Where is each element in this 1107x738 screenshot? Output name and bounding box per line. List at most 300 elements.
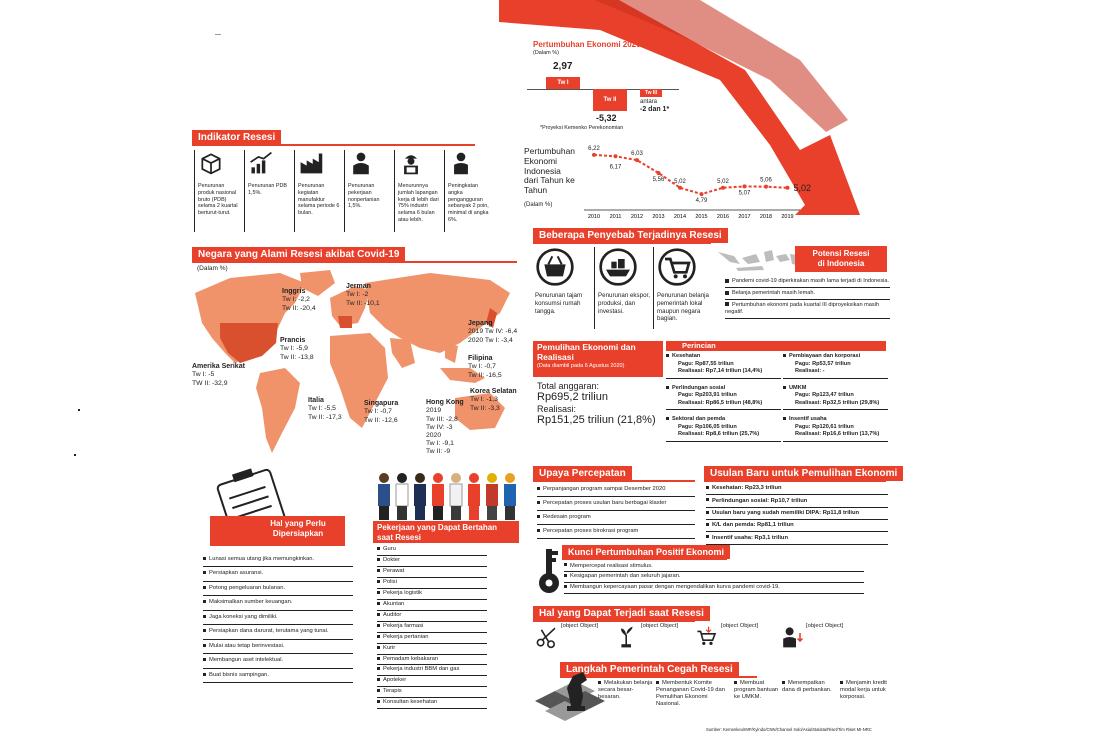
bullet [537, 515, 540, 518]
upaya-text: Redesain program [543, 513, 591, 520]
bullet [377, 635, 380, 638]
bullet [203, 644, 206, 647]
bullet [666, 386, 669, 389]
penyebab-item [653, 247, 709, 329]
bullet [203, 629, 206, 632]
perincian-real: Realisasi: Rp8,6 triliun (25,7%) [678, 431, 760, 438]
indikator-item [194, 150, 240, 232]
perincian-title-row [783, 353, 888, 361]
potensi-text: Belanja pemerintah masih lemah. [732, 289, 816, 296]
pekerjaan-text: Terapis [383, 688, 402, 695]
pekerjaan-text: Auditor [383, 611, 402, 618]
separator [666, 378, 781, 379]
header-underline [192, 144, 475, 146]
tw1-bar: Tw I [546, 77, 580, 89]
bullet [666, 354, 669, 357]
pekerjaan-item [377, 698, 487, 709]
penyebab-text: Penurunan tajam konsumsi rumah tangga. [535, 292, 583, 315]
langkah-text: Membuat program bantuan ke UMKM. [734, 680, 779, 700]
langkah-text: Melakukan belanja secara besar-besaran. [598, 680, 653, 700]
bullet [537, 487, 540, 490]
usulan-item [706, 483, 888, 495]
langkah-list [598, 680, 888, 725]
country-value: Tw III: -2,8 [426, 415, 458, 423]
perincian-title-row [666, 353, 781, 361]
header-underline [192, 261, 517, 263]
pekerjaan-text: Akuntan [383, 600, 405, 607]
country-label [470, 388, 517, 413]
g2020-note: *Proyeksi Kemenko Perekonomian [540, 125, 624, 131]
perincian-item [783, 385, 888, 411]
indonesia-map-icon [716, 244, 806, 274]
country-value: TW II: -32,9 [192, 379, 228, 387]
bullet [203, 586, 206, 589]
langkah-text: Menjamin kredit modal kerja untuk korporasi. [840, 680, 887, 700]
growth-point [743, 184, 747, 188]
pekerjaan-text: Kurir [383, 644, 396, 651]
usulan-text: Perlindungan sosial: Rp10,7 triliun [712, 497, 808, 504]
usulan-text: Insentif usaha: Rp3,1 triliun [712, 534, 789, 541]
langkah-item [782, 680, 838, 694]
indikator-item [244, 150, 290, 232]
tw3-value: antara -2 dan 1* [640, 99, 670, 114]
pekerjaan-text: Dokter [383, 556, 401, 563]
perincian-item [666, 385, 781, 411]
country-value: Tw II: -16,5 [468, 371, 502, 379]
perincian-pagu: Pagu: Rp120,61 triliun [795, 423, 854, 430]
usulan-item [706, 495, 888, 507]
perincian-title: Insentif usaha [789, 416, 827, 423]
bullet [377, 591, 380, 594]
langkah-text: Menempatkan dana di perbankan. [782, 680, 832, 693]
perincian-item [666, 353, 781, 379]
usulan-header: Usulan Baru untuk Pemulihan Ekonomi [704, 466, 903, 481]
pekerjaan-text: Pekerja pertanian [383, 633, 429, 640]
pekerjaan-item [377, 633, 487, 644]
pekerjaan-text: Pekerja logistik [383, 589, 422, 596]
country-value: Tw I: -5 [192, 371, 215, 379]
anggaran-block: Total anggaran: Rp695,2 triliun Realisasi: Rp151,25 triliun (21,8%) [537, 381, 656, 427]
growth-point [764, 185, 768, 189]
x-tick-label: 2011 [609, 214, 622, 220]
upaya-text: Percepatan proses usulan baru berbagai klaster [543, 499, 667, 506]
bullet [783, 417, 786, 420]
growth-data-label: 5,02 [793, 182, 812, 193]
pekerjaan-item [377, 622, 487, 633]
growth-data-label: 5,06 [760, 177, 772, 184]
hal-title: Hal yang Perlu Dipersiapkan [270, 519, 326, 538]
separator [783, 441, 888, 442]
terjadi-item [695, 623, 777, 661]
hal-item [203, 625, 353, 639]
person-icon [448, 150, 474, 176]
bullet [203, 600, 206, 603]
perincian-item [666, 416, 781, 442]
growth-label-line: Pertumbuhan [524, 146, 576, 156]
bullet [783, 354, 786, 357]
bullet [734, 681, 737, 684]
x-tick-label: 2017 [738, 214, 751, 220]
usulan-text: Kesehatan: Rp23,3 triliun [712, 485, 782, 492]
perincian-right [783, 353, 888, 448]
bullet [377, 689, 380, 692]
hal-text: Persiapkan asuransi. [209, 570, 264, 577]
pekerjaan-item [377, 665, 487, 676]
growth-point [786, 186, 790, 190]
perincian-pagu: Pagu: Rp53,57 triliun [795, 360, 851, 367]
bullet [377, 613, 380, 616]
country-value: 2020 [426, 431, 442, 439]
pekerjaan-text: Konsultan kesehatan [383, 699, 438, 706]
header-underline [562, 558, 727, 560]
country-label [282, 288, 316, 313]
growth-label-line: Indonesia [524, 165, 561, 176]
bullet [377, 624, 380, 627]
perincian-real: Realisasi: - [795, 368, 825, 375]
perincian-item [783, 416, 888, 442]
growth-point [678, 186, 682, 190]
langkah-item [656, 680, 732, 708]
country-name: Jerman [346, 283, 371, 290]
tw1-value: 2,97 [553, 61, 573, 72]
pekerjaan-item [377, 655, 487, 666]
growth-data-label: 6,03 [631, 151, 643, 158]
pekerjaan-item [377, 589, 487, 600]
growth-point [721, 186, 725, 190]
separator [783, 378, 888, 379]
bullet [564, 574, 567, 577]
tw2-value: -5,32 [596, 113, 617, 123]
worker-icon [348, 150, 374, 176]
kunci-item [564, 583, 864, 594]
hal-item [203, 654, 353, 668]
perincian-title: Pembiayaan dan korporasi [789, 353, 861, 359]
potensi-list [725, 276, 890, 319]
bullet [783, 386, 786, 389]
growth-point [700, 192, 704, 196]
country-label [426, 399, 464, 456]
hal-text: Membangun aset intelektual. [209, 657, 284, 664]
bullet [203, 615, 206, 618]
hal-item [203, 567, 353, 581]
separator [666, 441, 781, 442]
terjadi-text: [object Object] [806, 623, 844, 629]
usulan-text: Usulan baru yang sudah memiliki DIPA: Rp11,8 triliun [712, 509, 860, 516]
growth-data-label: 6,17 [609, 164, 622, 171]
hal-item [203, 582, 353, 596]
hal-item [203, 640, 353, 654]
kunci-list [564, 561, 864, 594]
perincian-title-row [783, 416, 888, 424]
bullet [377, 667, 380, 670]
potensi-item [725, 276, 890, 288]
cart-down-icon [695, 625, 719, 649]
perincian-real: Realisasi: Rp7,14 triliun (14,4%) [678, 368, 763, 375]
header-underline [533, 620, 695, 622]
perincian-left [666, 353, 781, 448]
terjadi-list [535, 623, 885, 661]
header-underline [533, 242, 711, 244]
perincian-pagu: Pagu: Rp87,55 triliun [678, 360, 734, 367]
bullet [537, 501, 540, 504]
bullet [377, 678, 380, 681]
x-tick-label: 2014 [673, 214, 687, 220]
upaya-item [537, 483, 695, 497]
country-name: Prancis [280, 337, 306, 344]
pekerjaan-text: Guru [383, 546, 396, 552]
country-label [468, 320, 517, 345]
bullet [666, 417, 669, 420]
scissors-icon [535, 625, 559, 649]
indikator-item [294, 150, 340, 232]
hal-item [203, 669, 353, 683]
pekerjaan-text: Pekerja farmasi [383, 622, 424, 629]
growth-point [635, 158, 639, 162]
hal-text: Persiapkan dana darurat, terutama yang tunai. [209, 628, 329, 635]
tw3-bar: Tw III [640, 89, 662, 97]
country-label [468, 355, 502, 380]
indikator-text: Penurunan pekerjaan nonpertanian 1,5%. [348, 183, 380, 210]
perincian-real: Realisasi: Rp16,6 triliun (13,7%) [795, 431, 880, 438]
upaya-item [537, 511, 695, 525]
x-tick-label: 2016 [716, 214, 730, 220]
source-note: Sumber: Kemenkeu/IMF/Kyindo/CNN/Channel Indo/Asia/Statista/Riset/Tim Riset MI-NRC [706, 727, 872, 732]
cart-icon [657, 247, 697, 287]
usulan-text: K/L dan pemda: Rp81,1 triliun [712, 522, 794, 529]
bullet [203, 571, 206, 574]
country-name: Hong Kong [426, 399, 464, 406]
usulan-item [706, 508, 888, 520]
g2020-unit: (Dalam %) [533, 50, 559, 56]
upaya-header: Upaya Percepatan [533, 466, 632, 481]
hal-text: Potong pengeluaran bulanan. [209, 584, 286, 591]
bullet [377, 657, 380, 660]
kunci-text: Membangun kepercayaan pasar dengan mengendalikan kurva pandemi covid-19. [570, 584, 780, 591]
growth-point [614, 154, 618, 158]
hal-text: Lunasi semua utang jika memungkinkan. [209, 556, 315, 562]
bullet [706, 498, 709, 501]
langkah-text: Membentuk Komite Penanganan Covid-19 dan Pemulihan Ekonomi Nasional. [656, 680, 725, 707]
langkah-header: Langkah Pemerintah Cegah Resesi [560, 662, 739, 677]
country-value: Tw IV: -3 [426, 423, 453, 431]
separator [783, 409, 888, 410]
country-value: Tw I: -5,5 [308, 405, 336, 413]
bullet [377, 580, 380, 583]
bullet [782, 681, 785, 684]
tw2-bar: Tw II [593, 89, 627, 111]
perincian-real: Realisasi: Rp32,5 triliun (29,8%) [795, 399, 880, 406]
x-tick-label: 2019 [781, 214, 794, 220]
perincian-pagu: Pagu: Rp123,47 triliun [795, 392, 854, 399]
perincian-pagu: Pagu: Rp106,05 triliun [678, 423, 737, 430]
growth-line-chart [580, 140, 820, 222]
usa-region [220, 323, 278, 363]
indikator-text: Penurunan kegiatan manufaktur selama periode 6 bulan. [298, 183, 340, 216]
country-value: Tw II: -13,8 [280, 353, 314, 361]
indikator-header: Indikator Resesi [192, 130, 281, 145]
growth-data-label: 6,22 [588, 145, 600, 152]
terjadi-text: [object Object] [721, 623, 759, 629]
growth-line [594, 155, 788, 197]
growth-label-line: Ekonomi [524, 155, 558, 166]
perincian-title: Kesehatan [672, 353, 701, 359]
growth-point [592, 153, 596, 157]
bullet [564, 585, 567, 588]
x-tick-label: 2010 [587, 214, 601, 220]
potensi-text: Pandemi covid-19 diperkirakan masih lama terjadi di Indonesia. [732, 278, 890, 284]
pemulihan-title: Pemulihan Ekonomi dan Realisasi (Data diambil pada 6 Agustus 2020) [537, 342, 636, 369]
separator [666, 409, 781, 410]
x-tick-label: 2012 [630, 214, 644, 220]
terjadi-item [535, 623, 617, 661]
perincian-title-row [666, 385, 781, 393]
pekerjaan-item [377, 644, 487, 655]
indikator-text: Menurunnya jumlah lapangan kerja di lebih dari 75% industri selama 6 bulan atau lebih. [398, 183, 439, 223]
chess-icon [535, 666, 605, 721]
bullet [203, 557, 206, 560]
country-value: Tw II: -3,3 [470, 404, 500, 412]
indikator-text: Penurunan produk nasional bruto (PDB) selama 2 kuartal berturut-turut. [198, 183, 238, 216]
hal-item [203, 553, 353, 567]
pekerjaan-item [377, 676, 487, 687]
bullet [706, 511, 709, 514]
chart-up-icon [248, 150, 274, 176]
bullet [725, 302, 729, 306]
terjadi-item [615, 623, 697, 661]
country-value: Tw I: -2 [346, 291, 369, 299]
pekerjaan-item [377, 567, 487, 578]
stray-dot [74, 454, 76, 456]
perincian-item [783, 353, 888, 379]
usulan-list [706, 483, 888, 545]
country-label [346, 283, 380, 308]
country-value: 2019 [426, 407, 442, 415]
potensi-title: Potensi Resesi di Indonesia [812, 249, 870, 268]
helmet-worker-icon [398, 150, 424, 176]
pekerjaan-item [377, 611, 487, 622]
country-value: 2019 Tw IV: -6,4 [468, 328, 518, 336]
langkah-item [598, 680, 654, 701]
usulan-item [706, 520, 888, 532]
perincian-title: Perincian [682, 341, 716, 350]
bullet [377, 558, 380, 561]
perincian-title: UMKM [789, 384, 807, 391]
bullet [706, 535, 709, 538]
growth-data-label: 5,56 [652, 176, 665, 183]
pekerjaan-item [377, 556, 487, 567]
hal-item [203, 596, 353, 610]
country-value: Tw I: -2,2 [282, 296, 310, 304]
country-value: Tw II: -12,6 [364, 416, 398, 424]
header-underline [533, 480, 695, 482]
bullet [537, 529, 540, 532]
header-underline [704, 480, 886, 482]
growth-chart-unit: (Dalam %) [524, 202, 553, 208]
indikator-text: Penurunan PDB 1,5%. [248, 183, 287, 196]
country-label [280, 337, 314, 362]
pekerjaan-item [377, 545, 487, 556]
hal-text: Mulai atau tetap berinvestasi. [209, 642, 285, 649]
growth-chart-title [524, 147, 575, 196]
penyebab-item [594, 247, 650, 329]
bullet [377, 547, 380, 550]
country-value: Tw II: -9 [426, 448, 451, 456]
growth-data-label: 5,02 [674, 178, 686, 185]
terjadi-header: Hal yang Dapat Terjadi saat Resesi [533, 606, 710, 621]
x-tick-label: 2015 [695, 214, 708, 220]
country-name: Jepang [468, 320, 493, 327]
hal-text: Maksimalkan sumber keuangan. [209, 599, 293, 606]
potensi-text: Pertumbuhan ekonomi pada kuartal III diproyeksikan masih negatif. [725, 301, 880, 315]
pekerjaan-list [377, 545, 487, 709]
basket-icon [535, 247, 575, 287]
x-tick-label: 2013 [652, 214, 665, 220]
country-value: Tw I: -1,3 [470, 396, 498, 404]
perincian-title: Sektoral dan pemda [672, 416, 726, 423]
perincian-title: Perlindungan sosial [672, 384, 726, 391]
person-down-icon [780, 625, 804, 649]
growth-label-line: Tahun [524, 185, 548, 196]
kunci-item [564, 572, 864, 583]
pekerjaan-item [377, 578, 487, 589]
upaya-list [537, 483, 695, 539]
pekerjaan-item [377, 600, 487, 611]
bullet [656, 681, 659, 684]
bullet [598, 681, 601, 684]
country-name: Inggris [282, 288, 306, 295]
country-value: Tw I: -0,7 [364, 408, 392, 416]
ship-icon [598, 247, 638, 287]
potensi-item [725, 288, 890, 300]
perincian-pagu: Pagu: Rp203,91 triliun [678, 392, 737, 399]
upaya-text: Perpanjangan program sampai Desember 2020 [543, 486, 666, 492]
hal-text: Buat bisnis sampingan. [209, 671, 269, 678]
pekerjaan-item [377, 687, 487, 698]
bullet [725, 291, 729, 295]
country-value: Tw II: -17,3 [308, 413, 342, 421]
bullet [377, 700, 380, 703]
kunci-item [564, 561, 864, 572]
indikator-item [394, 150, 440, 232]
growth-point [657, 171, 661, 175]
terjadi-item [780, 623, 862, 661]
pekerjaan-text: Polisi [383, 578, 397, 585]
bullet [377, 602, 380, 605]
kunci-text: Kesigapan pemerintah dan seluruh jajaran. [570, 573, 681, 580]
country-label [192, 363, 245, 388]
perincian-real: Realisasi: Rp86,5 triliun (48,8%) [678, 399, 763, 406]
g2020-title: Pertumbuhan Ekonomi 2020 [533, 40, 641, 49]
growth-data-label: 4,79 [695, 198, 708, 205]
penyebab-item [535, 247, 591, 329]
penyebab-header: Beberapa Penyebab Terjadinya Resesi [533, 228, 728, 243]
pekerjaan-title: Pekerjaan yang Dapat Bertahan saat Resesi [377, 523, 498, 542]
bullet [725, 279, 729, 283]
bullet [840, 681, 843, 684]
upaya-item [537, 497, 695, 511]
x-tick-label: 2018 [759, 214, 773, 220]
bullet [706, 523, 709, 526]
workers-illustration [374, 470, 519, 522]
negara-unit: (Dalam %) [197, 265, 228, 272]
usulan-item [706, 532, 888, 544]
langkah-item [840, 680, 888, 701]
stray-mark [215, 34, 221, 35]
langkah-item [734, 680, 780, 701]
country-value: Tw I: -5,9 [280, 345, 308, 353]
country-value: Tw II: -20,4 [282, 304, 316, 312]
perincian-title-row [666, 416, 781, 424]
